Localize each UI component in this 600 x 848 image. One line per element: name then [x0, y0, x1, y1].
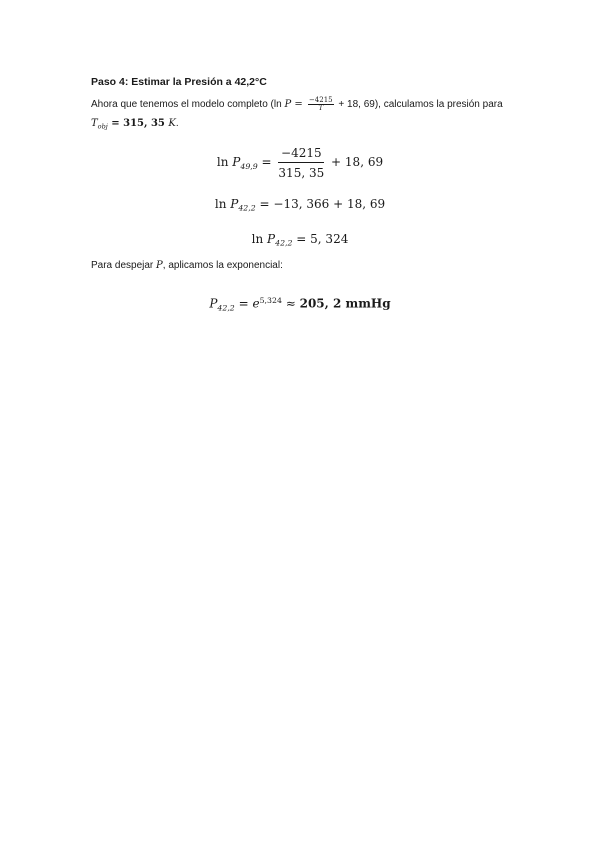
variable-p: P [230, 197, 239, 211]
equals-sign: = [234, 296, 253, 311]
pressure-subscript: 42,2 [217, 303, 235, 313]
intro-paragraph [91, 97, 531, 134]
equation-2 [0, 197, 600, 213]
approx-sign: ≈ [281, 296, 300, 311]
euler-e: e [252, 296, 260, 311]
paragraph-text: Para despejar [91, 260, 157, 271]
ln-operator: ln [251, 232, 268, 246]
inline-fraction [308, 97, 334, 112]
variable-t-subscript: obj [97, 122, 108, 131]
sentence-period: . [175, 118, 179, 130]
equation-rhs: = −13, 366 + 18, 69 [255, 197, 386, 211]
ln-operator: ln [216, 155, 233, 170]
target-temperature-value: = 315, 35 [107, 118, 169, 130]
inline-fraction-denominator: T [318, 104, 324, 112]
fraction-denominator: 315, 35 [278, 166, 325, 180]
equals-sign: = [257, 155, 276, 170]
ln-operator: ln [214, 197, 231, 211]
inline-fraction-numerator: −4215 [308, 96, 333, 104]
pressure-subscript: 42,2 [275, 238, 293, 248]
equation-rhs: = 5, 324 [292, 232, 349, 246]
intro-text: Ahora que tenemos el modelo completo (ln [91, 99, 285, 111]
variable-p: P [209, 296, 218, 311]
variable-p: P [156, 260, 163, 271]
paragraph-text-end: , aplicamos la exponencial: [162, 260, 283, 271]
intro-tail: + 18, 69), calculamos la presión para [335, 99, 503, 111]
fraction [278, 146, 324, 180]
final-result: 205, 2 mmHg [299, 296, 391, 311]
variable-t: T [91, 118, 98, 130]
variable-p: P [267, 232, 276, 246]
variable-p: P [232, 155, 241, 170]
pressure-subscript: 42,2 [238, 203, 256, 213]
equals-sign: = [291, 99, 306, 111]
equation-tail: + 18, 69 [327, 155, 384, 170]
equation-4 [0, 296, 600, 312]
target-temperature [91, 116, 531, 134]
equation-3 [0, 232, 600, 248]
exponent: 5,324 [259, 296, 282, 305]
equation-1 [0, 146, 600, 180]
variable-p: P [284, 99, 292, 111]
step-heading: Paso 4: Estimar la Presión a 42,2°C [91, 76, 267, 88]
exponential-paragraph [91, 260, 283, 271]
kelvin-unit: K [168, 118, 176, 130]
fraction-numerator: −4215 [278, 146, 324, 163]
pressure-subscript: 49,9 [240, 161, 258, 171]
